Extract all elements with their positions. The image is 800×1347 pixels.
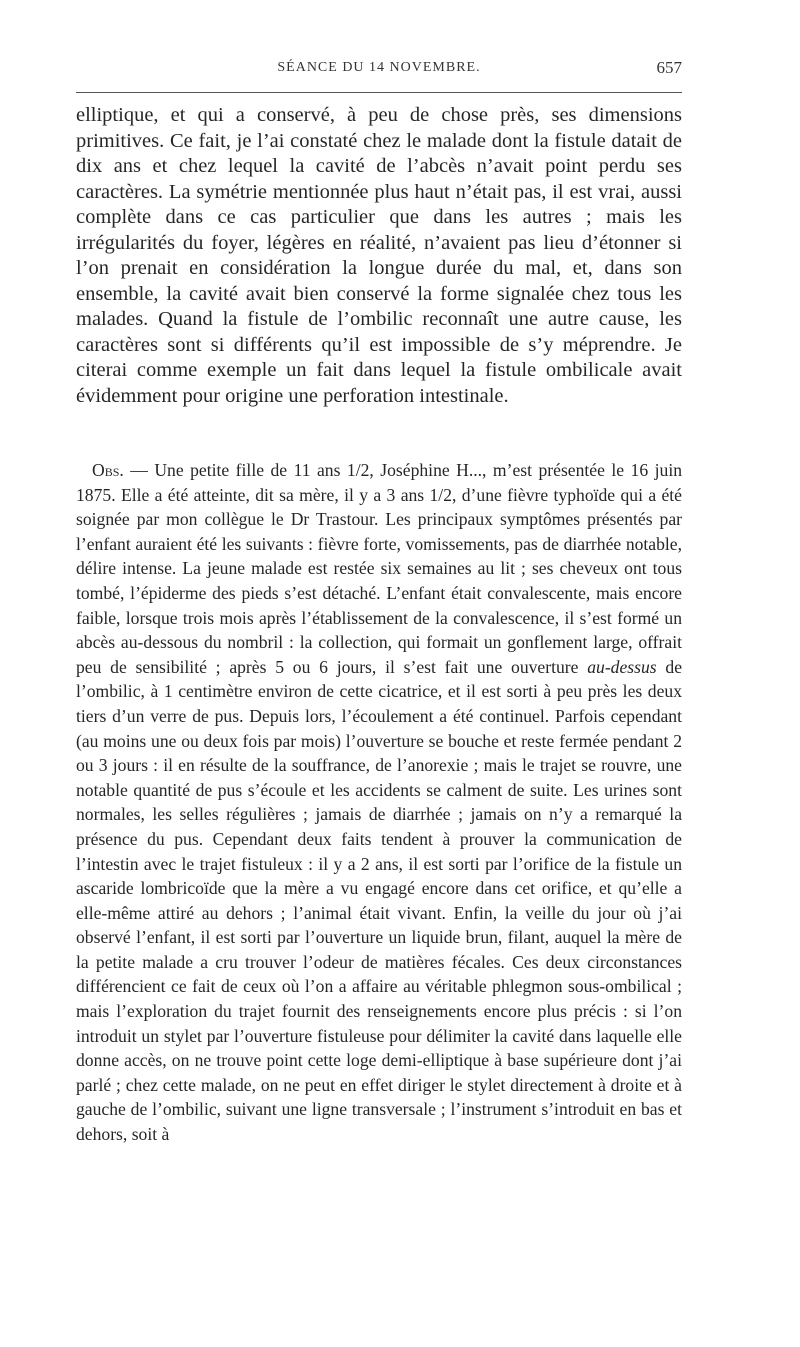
running-title: SÉANCE DU 14 NOVEMBRE. — [277, 60, 481, 75]
running-header — [76, 56, 682, 86]
observation-text-part-2: de l’ombilic, à 1 centimètre environ de cette cicatrice, et il est sorti à peu près les deux tiers d’un verre de pus. Depuis lors, l’écoulement a été continuel. Parfois cependant (au moins une ou deux fois par mois) l’ouverture se bouche et reste fermée pendant 2 ou 3 jours : il en résulte de la souffrance, de l’anorexie ; mais le trajet se rouvre, une notable quantité de pus s’écoule et les accidents se calment de suite. Les urines sont normales, les selles régulières ; jamais de diarrhée ; jamais on n’y a remarqué la présence du pus. Cependant deux faits tendent à prouver la communication de l’intestin avec le trajet fistuleux : il y a 2 ans, il est sorti par l’orifice de la fistule un ascaride lombricoïde que la mère a vu engagé encore dans cet orifice, et qu’elle a elle-même attiré au dehors ; l’animal était vivant. Enfin, la veille du jour où j’ai observé l’enfant, il est sorti par l’ouverture un liquide brun, filant, auquel la mère de la petite malade a cru trouver l’odeur de matières fécales. Ces deux circonstances différencient ce fait de ceux où l’on a affaire au véritable phlegmon sous-ombilical ; mais l’exploration du trajet fournit des renseignements encore plus précis : si l’on introduit un stylet par l’ouverture fistuleuse pour délimiter la cavité dans laquelle elle donne accès, on ne trouve point cette loge demi-elliptique à base supérieure dont j’ai parlé ; chez cette malade, on ne peut en effet diriger le stylet directement à droite et à gauche de l’ombilic, suivant une ligne transversale ; l’instrument s’introduit en bas et dehors, soit à — [76, 656, 683, 1145]
observation-section — [76, 458, 682, 1147]
body-paragraph: elliptique, et qui a conservé, à peu de chose près, ses dimensions primitives. Ce fait, je l’ai constaté chez le malade dont la fistule datait de dix ans et chez lequel la cavité de l’abcès n’avait point perdu ses caractères. La symétrie mentionnée plus haut n’était pas, il est vrai, aussi complète dans ce cas particulier que dans les autres ; mais les irrégularités du foyer, légères en réalité, n’avaient pas lieu d’étonner si l’on prenait en considération la longue durée du mal, et, dans son ensemble, la cavité avait bien conservé la forme signalée chez tous les malades. Quand la fistule de l’ombilic reconnaît une autre cause, les caractères sont si différents qu’il est impossible de s’y méprendre. Je citerai comme exemple un fait dans lequel la fistule ombilicale avait évidemment pour origine une perforation intestinale. — [76, 104, 682, 407]
main-text — [76, 103, 682, 409]
observation-emphasis: au-dessus — [587, 656, 657, 677]
header-rule — [76, 92, 682, 93]
observation-label: Obs. — [92, 460, 124, 480]
observation-paragraph — [76, 458, 682, 1147]
page-number: 657 — [656, 58, 682, 77]
observation-text-part-1: — Une petite fille de 11 ans 1/2, Joséphine H..., m’est présentée le 16 juin 1875. Elle a été atteinte, dit sa mère, il y a 3 ans 1/2, d’une fièvre typhoïde qui a été soignée par mon collègue le Dr Trastour. Les principaux symptômes présentés par l’enfant auraient été les suivants : fièvre forte, vomissements, pas de diarrhée notable, délire intense. La jeune malade est restée six semaines au lit ; ses cheveux ont tous tombé, l’épiderme des pieds s’est détaché. L’enfant était convalescente, mais encore faible, lorsque trois mois après l’établissement de la convalescence, il s’est formé un abcès au-dessous du nombril : la collection, qui formait un gonflement large, offrait peu de sensibilité ; après 5 ou 6 jours, il s’est fait une ouverture — [76, 460, 682, 677]
